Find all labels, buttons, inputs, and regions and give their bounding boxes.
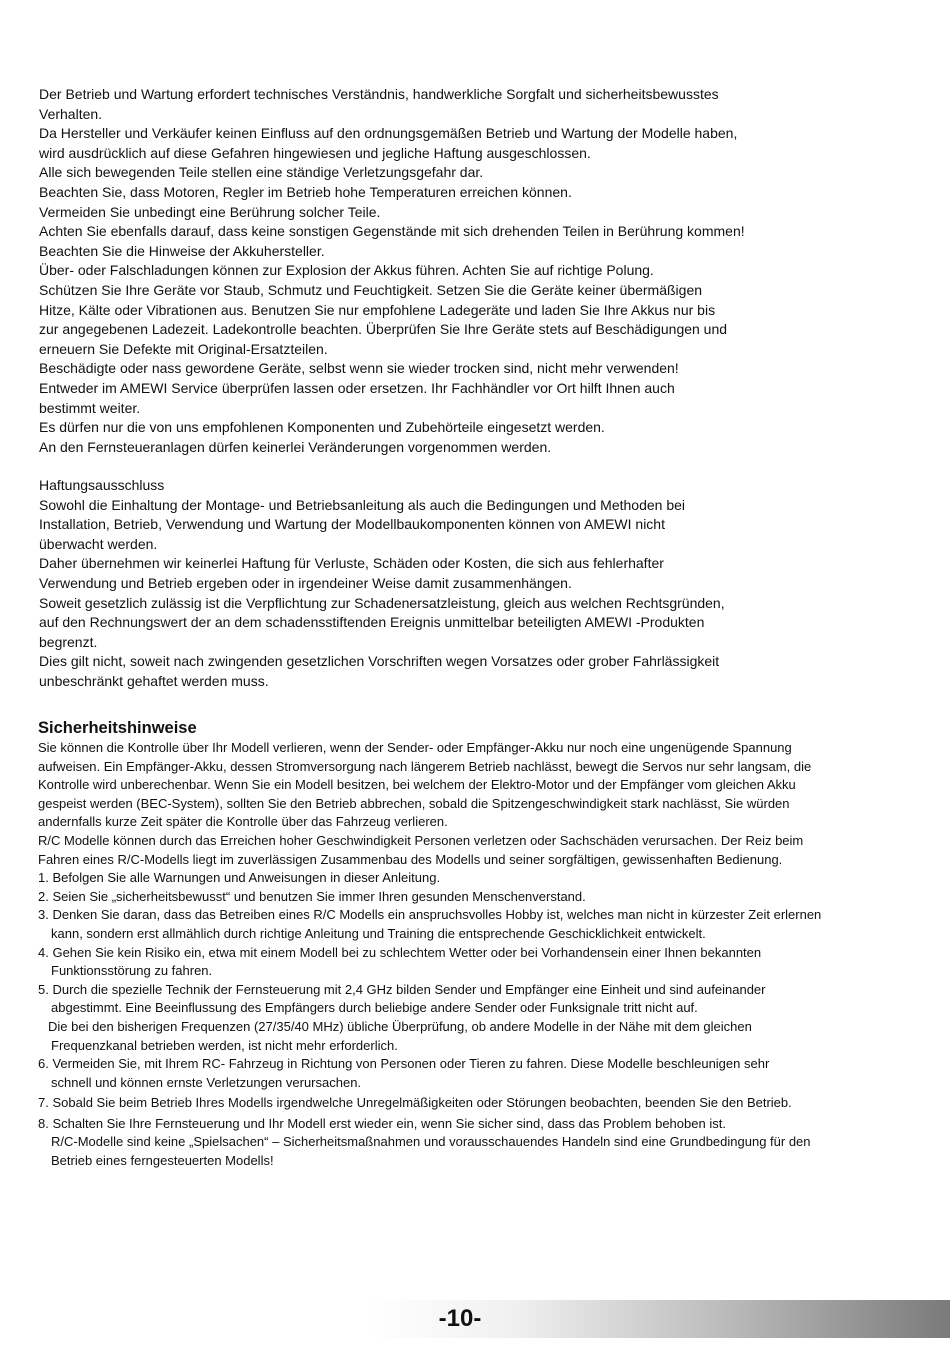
list-item-continuation: Funktionsstörung zu fahren. <box>51 963 213 979</box>
liability-section <box>39 476 919 692</box>
text-line: Beachten Sie die Hinweise der Akkuhersteller. <box>39 242 325 259</box>
text-line: Fahren eines R/C-Modells liegt im zuverlässigen Zusammenbau des Modells und seiner sorgfältigen, gewissenhaften Bedienung. <box>38 851 783 867</box>
safety-section <box>38 717 918 1171</box>
list-item-continuation: kann, sondern erst allmählich durch richtige Anleitung und Training die entsprechende Geschicklichkeit entwickelt. <box>51 925 706 941</box>
text-line: Alle sich bewegenden Teile stellen eine ständige Verletzungsgefahr dar. <box>39 164 484 181</box>
text-line: Kontrolle wird unberechenbar. Wenn Sie ein Modell besitzen, bei welchem der Elektro-Motor und der Empfänger vom gleichen Akku <box>38 777 796 793</box>
text-line: Beachten Sie, dass Motoren, Regler im Betrieb hohe Temperaturen erreichen können. <box>39 183 572 200</box>
text-line: zur angegebenen Ladezeit. Ladekontrolle beachten. Überprüfen Sie Ihre Geräte stets auf Beschädigungen und <box>39 321 728 338</box>
text-line: Entweder im AMEWI Service überprüfen lassen oder ersetzen. Ihr Fachhändler vor Ort hilft Ihnen auch <box>39 379 675 396</box>
text-line: Vermeiden Sie unbedingt eine Berührung solcher Teile. <box>39 203 381 220</box>
text-line: gespeist werden (BEC-System), sollten Sie den Betrieb abbrechen, sobald die Spitzengeschwindigkeit stark nachlässt, Sie würden <box>38 795 790 811</box>
liability-heading: Haftungsausschluss <box>39 477 165 493</box>
list-item: 1. Befolgen Sie alle Warnungen und Anweisungen in dieser Anleitung. <box>38 870 441 886</box>
safety-text <box>38 739 918 1171</box>
text-line: Verhalten. <box>39 105 103 122</box>
text-line: Es dürfen nur die von uns empfohlenen Komponenten und Zubehörteile eingesetzt werden. <box>39 419 605 436</box>
safety-heading: Sicherheitshinweise <box>38 719 197 737</box>
text-line: Schützen Sie Ihre Geräte vor Staub, Schmutz und Feuchtigkeit. Setzen Sie die Geräte keiner übermäßigen <box>39 281 703 298</box>
list-item-continuation: Die bei den bisherigen Frequenzen (27/35/40 MHz) übliche Überprüfung, ob andere Modelle in der Nähe mit dem gleichen <box>48 1018 752 1034</box>
text-line: auf den Rechnungswert der an dem schadensstiftenden Ereignis unmittelbar beteiligten AMEWI -Produkten <box>39 614 705 631</box>
text-line: andernfalls kurze Zeit später die Kontrolle über das Fahrzeug verlieren. <box>38 814 448 830</box>
list-item-continuation: Frequenzkanal betrieben werden, ist nicht mehr erforderlich. <box>51 1037 398 1053</box>
list-item: 8. Schalten Sie Ihre Fernsteuerung und Ihr Modell erst wieder ein, wenn Sie sicher sind, dass das Problem behoben ist. <box>38 1115 726 1131</box>
text-line: unbeschränkt gehaftet werden muss. <box>39 672 269 689</box>
text-line: Dies gilt nicht, soweit nach zwingenden gesetzlichen Vorschriften wegen Vorsatzes oder grober Fahrlässigkeit <box>39 653 720 670</box>
text-line: wird ausdrücklich auf diese Gefahren hingewiesen und jegliche Haftung ausgeschlossen. <box>39 144 591 161</box>
text-line: Hitze, Kälte oder Vibrationen aus. Benutzen Sie nur empfohlene Ladegeräte und laden Sie Ihre Akkus nur bis <box>39 301 716 318</box>
list-item-continuation: abgestimmt. Eine Beeinflussung des Empfängers durch beliebige andere Sender oder Funksignale tritt nicht auf. <box>51 1000 698 1016</box>
text-line: Installation, Betrieb, Verwendung und Wartung der Modellbaukomponenten können von AMEWI nicht <box>39 516 665 533</box>
text-line: R/C Modelle können durch das Erreichen hoher Geschwindigkeit Personen verletzen oder Sachschäden verursachen. Der Reiz beim <box>38 832 804 848</box>
text-line: Da Hersteller und Verkäufer keinen Einfluss auf den ordnungsgemäßen Betrieb und Wartung der Modelle haben, <box>39 125 738 142</box>
list-item-continuation: schnell und können ernste Verletzungen verursachen. <box>51 1074 362 1090</box>
text-line: Verwendung und Betrieb ergeben oder in irgendeiner Weise damit zusammenhängen. <box>39 574 572 591</box>
list-item: 7. Sobald Sie beim Betrieb Ihres Modells irgendwelche Unregelmäßigkeiten oder Störungen beobachten, beenden Sie den Betrieb. <box>38 1095 792 1111</box>
text-line: bestimmt weiter. <box>39 399 141 416</box>
text-line: An den Fernsteueranlagen dürfen keinerlei Veränderungen vorgenommen werden. <box>39 438 552 455</box>
text-line: Der Betrieb und Wartung erfordert technisches Verständnis, handwerkliche Sorgfalt und sicherheitsbewusstes <box>39 86 719 102</box>
text-line: Sowohl die Einhaltung der Montage- und Betriebsanleitung als auch die Bedingungen und Methoden bei <box>39 496 686 513</box>
text-line: aufweisen. Ein Empfänger-Akku, dessen Stromversorgung nach längerem Betrieb nachlässt, bewegt die Servos nur sehr langsam, die <box>38 758 812 774</box>
list-item-continuation: R/C-Modelle sind keine „Spielsachen“ – Sicherheitsmaßnahmen und vorausschauendes Handeln sind eine Grundbedingung für den <box>51 1134 811 1150</box>
text-line: Achten Sie ebenfalls darauf, dass keine sonstigen Gegenstände mit sich drehenden Teilen in Berührung kommen! <box>39 223 745 240</box>
list-item: 5. Durch die spezielle Technik der Fernsteuerung mit 2,4 GHz bilden Sender und Empfänger eine Einheit und sind aufeinander <box>38 981 766 997</box>
text-line: überwacht werden. <box>39 535 158 552</box>
list-item: 2. Seien Sie „sicherheitsbewusst“ und benutzen Sie immer Ihren gesunden Menschenverstand. <box>38 888 586 904</box>
text-line: erneuern Sie Defekte mit Original-Ersatzteilen. <box>39 340 328 357</box>
list-item-continuation: Betrieb eines ferngesteuerten Modells! <box>51 1153 274 1169</box>
page-number: -10- <box>438 1305 482 1332</box>
text-line: Über- oder Falschladungen können zur Explosion der Akkus führen. Achten Sie auf richtige Polung. <box>39 262 654 279</box>
text-line: Beschädigte oder nass gewordene Geräte, selbst wenn sie wieder trocken sind, nicht mehr verwenden! <box>39 360 679 377</box>
list-item: 4. Gehen Sie kein Risiko ein, etwa mit einem Modell bei zu schlechtem Wetter oder bei Vorhandensein einer Ihnen bekannten <box>38 944 762 960</box>
intro-text <box>39 85 919 457</box>
text-line: begrenzt. <box>39 633 98 650</box>
list-item: 6. Vermeiden Sie, mit Ihrem RC- Fahrzeug in Richtung von Personen oder Tieren zu fahren. Diese Modelle beschleunigen sehr <box>38 1056 770 1072</box>
text-line: Sie können die Kontrolle über Ihr Modell verlieren, wenn der Sender- oder Empfänger-Akku nur noch eine ungenügende Spannung <box>38 740 792 755</box>
text-line: Daher übernehmen wir keinerlei Haftung für Verluste, Schäden oder Kosten, die sich aus fehlerhafter <box>39 555 664 572</box>
text-line: Soweit gesetzlich zulässig ist die Verpflichtung zur Schadenersatzleistung, gleich aus welchen Rechtsgründen, <box>39 594 725 611</box>
list-item: 3. Denken Sie daran, dass das Betreiben eines R/C Modells ein anspruchsvolles Hobby ist, welches man nicht in kürzester Zeit erlernen <box>38 907 822 923</box>
